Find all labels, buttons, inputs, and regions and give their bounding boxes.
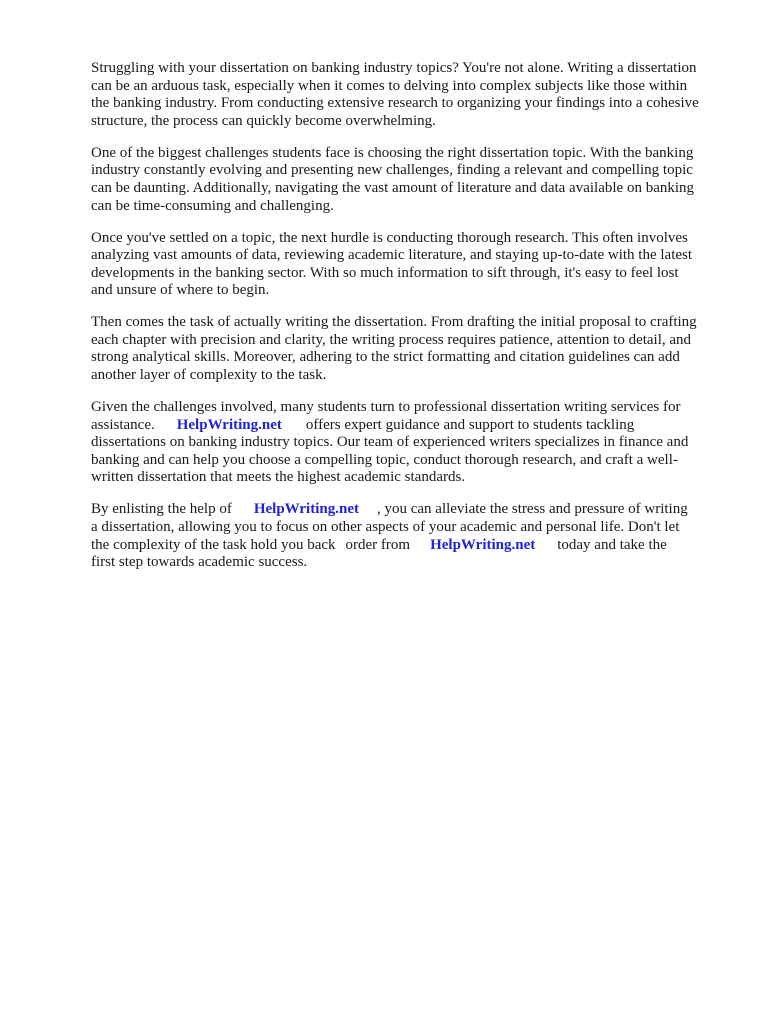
helpwriting-link[interactable]: HelpWriting.net bbox=[430, 536, 536, 553]
text-fragment: , you can alleviate the stress and pressure of writing bbox=[376, 501, 688, 518]
text-line-with-link bbox=[91, 537, 731, 555]
paragraph-writing bbox=[91, 314, 731, 384]
text-line: strong analytical skills. Moreover, adhering to the strict formatting and citation guidelines can add bbox=[91, 349, 680, 366]
text-fragment: assistance. bbox=[91, 416, 155, 433]
text-line: industry constantly evolving and presenting new challenges, finding a relevant and compelling topic bbox=[91, 162, 693, 179]
text-fragment: offers expert guidance and support to students tackling bbox=[305, 416, 635, 433]
text-line: another layer of complexity to the task. bbox=[91, 367, 327, 384]
text-line: can be an arduous task, especially when it comes to delving into complex subjects like those within bbox=[91, 77, 688, 94]
paragraph-conclusion bbox=[91, 501, 731, 571]
text-fragment: the complexity of the task hold you back bbox=[91, 536, 336, 553]
paragraph-intro bbox=[91, 60, 731, 130]
text-line: analyzing vast amounts of data, reviewing academic literature, and staying up-to-date with the latest bbox=[91, 247, 693, 264]
text-line: a dissertation, allowing you to focus on other aspects of your academic and personal life. Don't let bbox=[91, 519, 680, 536]
text-line: can be time-consuming and challenging. bbox=[91, 197, 334, 214]
text-line: Struggling with your dissertation on banking industry topics? You're not alone. Writing a dissertation bbox=[91, 60, 697, 76]
text-fragment: By enlisting the help of bbox=[91, 501, 232, 518]
paragraph-research bbox=[91, 230, 731, 300]
text-line: the banking industry. From conducting extensive research to organizing your findings into a cohesive bbox=[91, 95, 699, 112]
text-line: structure, the process can quickly become overwhelming. bbox=[91, 112, 436, 129]
text-fragment: order from bbox=[345, 536, 411, 553]
text-line-with-link bbox=[91, 417, 731, 435]
text-fragment: today and take the bbox=[557, 536, 667, 553]
text-line: and unsure of where to begin. bbox=[91, 282, 270, 299]
text-line: dissertations on banking industry topics. Our team of experienced writers specializes in finance and bbox=[91, 434, 689, 451]
text-line-with-link bbox=[91, 501, 731, 519]
text-line: written dissertation that meets the highest academic standards. bbox=[91, 469, 466, 486]
paragraph-services bbox=[91, 399, 731, 487]
helpwriting-link[interactable]: HelpWriting.net bbox=[253, 501, 359, 518]
text-line: each chapter with precision and clarity, the writing process requires patience, attention to detail, and bbox=[91, 331, 692, 348]
text-line: One of the biggest challenges students face is choosing the right dissertation topic. With the banking bbox=[91, 144, 694, 161]
text-line: first step towards academic success. bbox=[91, 554, 308, 571]
text-line: Then comes the task of actually writing the dissertation. From drafting the initial proposal to crafting bbox=[91, 314, 697, 331]
text-line: developments in the banking sector. With so much information to sift through, it's easy to feel lost bbox=[91, 264, 679, 281]
text-line: banking and can help you choose a compelling topic, conduct thorough research, and craft a well- bbox=[91, 451, 678, 468]
text-line: Given the challenges involved, many students turn to professional dissertation writing services for bbox=[91, 399, 681, 416]
helpwriting-link[interactable]: HelpWriting.net bbox=[176, 416, 282, 433]
text-line: Once you've settled on a topic, the next hurdle is conducting thorough research. This often involves bbox=[91, 229, 688, 246]
text-line: can be daunting. Additionally, navigating the vast amount of literature and data available on banking bbox=[91, 179, 695, 196]
document-body bbox=[91, 60, 731, 586]
paragraph-challenges bbox=[91, 145, 731, 215]
